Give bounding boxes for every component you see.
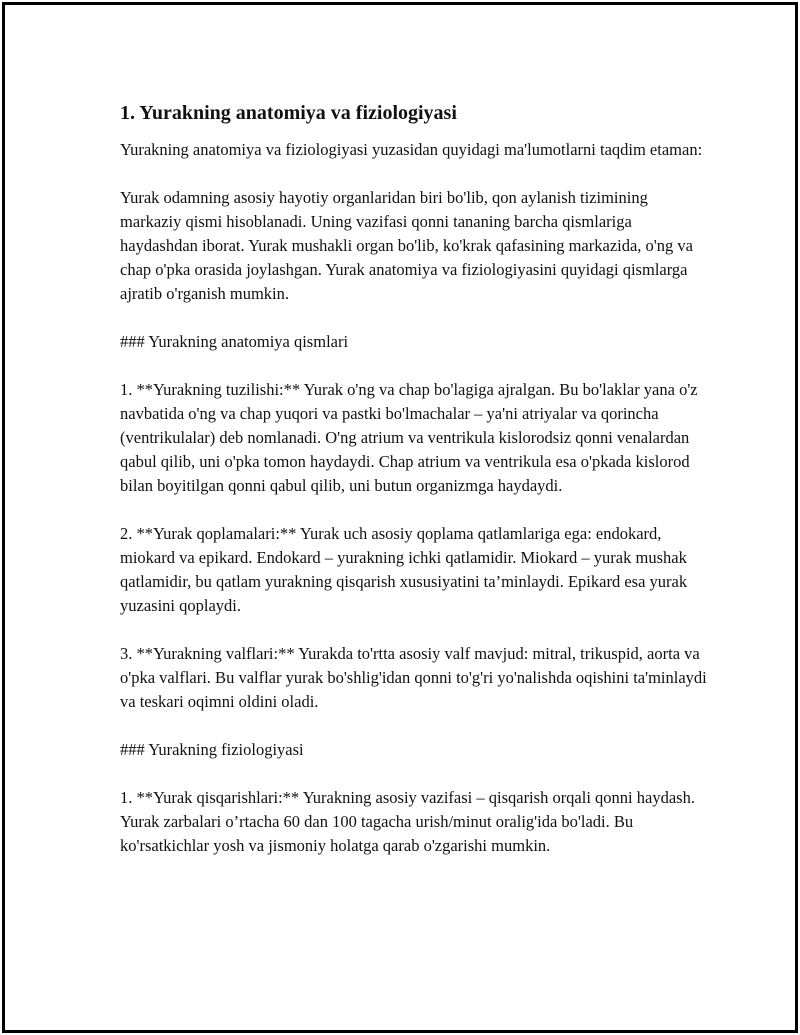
structure-paragraph: 1. **Yurakning tuzilishi:** Yurak o'ng va chap bo'lagiga ajralgan. Bu bo'laklar yana o'z navbatida o'ng va chap yuqori va pastki bo'lmachalar – ya'ni atriyalar va qorincha (ventrikulalar) deb nomlanadi. O'ng atrium va ventrikula kislorodsiz qonni venalardan qabul qilib, uni o'pka tomon haydaydi. Chap atrium va ventrikula esa o'pkada kislorod bilan boyitilgan qonni qabul qilib, uni butun organizmga haydaydi. <box>120 380 698 495</box>
intro-paragraph: Yurakning anatomiya va fiziologiyasi yuzasidan quyidagi ma'lumotlarni taqdim etaman: <box>120 140 703 159</box>
layers-paragraph: 2. **Yurak qoplamalari:** Yurak uch asosiy qoplama qatlamlariga ega: endokard, miokard va epikard. Endokard – yurakning ichki qatlamidir. Miokard – yurak mushak qatlamidir, bu qatlam yurakning qisqarish xususiyatini ta’minlaydi. Epikard esa yurak yuzasini qoplaydi. <box>120 524 688 615</box>
document-title: 1. Yurakning anatomiya va fiziologiyasi <box>120 102 457 124</box>
anatomy-section-heading: ### Yurakning anatomiya qismlari <box>120 332 349 351</box>
document-body <box>120 100 710 882</box>
physiology-section-heading: ### Yurakning fiziologiyasi <box>120 740 304 759</box>
contractions-paragraph: 1. **Yurak qisqarishlari:** Yurakning asosiy vazifasi – qisqarish orqali qonni haydash. Yurak zarbalari o’rtacha 60 dan 100 tagacha urish/minut oralig'ida bo'ladi. Bu ko'rsatkichlar yosh va jismoniy holatga qarab o'zgarishi mumkin. <box>120 788 695 855</box>
overview-paragraph: Yurak odamning asosiy hayotiy organlaridan biri bo'lib, qon aylanish tizimining markaziy qismi hisoblanadi. Uning vazifasi qonni tananing barcha qismlariga haydashdan iborat. Yurak mushakli organ bo'lib, ko'krak qafasining markazida, o'ng va chap o'pka orasida joylashgan. Yurak anatomiya va fiziologiyasini quyidagi qismlarga ajratib o'rganish mumkin. <box>120 188 693 303</box>
valves-paragraph: 3. **Yurakning valflari:** Yurakda to'rtta asosiy valf mavjud: mitral, trikuspid, aorta va o'pka valflari. Bu valflar yurak bo'shlig'idan qonni to'g'ri yo'nalishda oqishini ta'minlaydi va teskari oqimni oldini oladi. <box>120 644 707 711</box>
document-page <box>2 2 798 1033</box>
